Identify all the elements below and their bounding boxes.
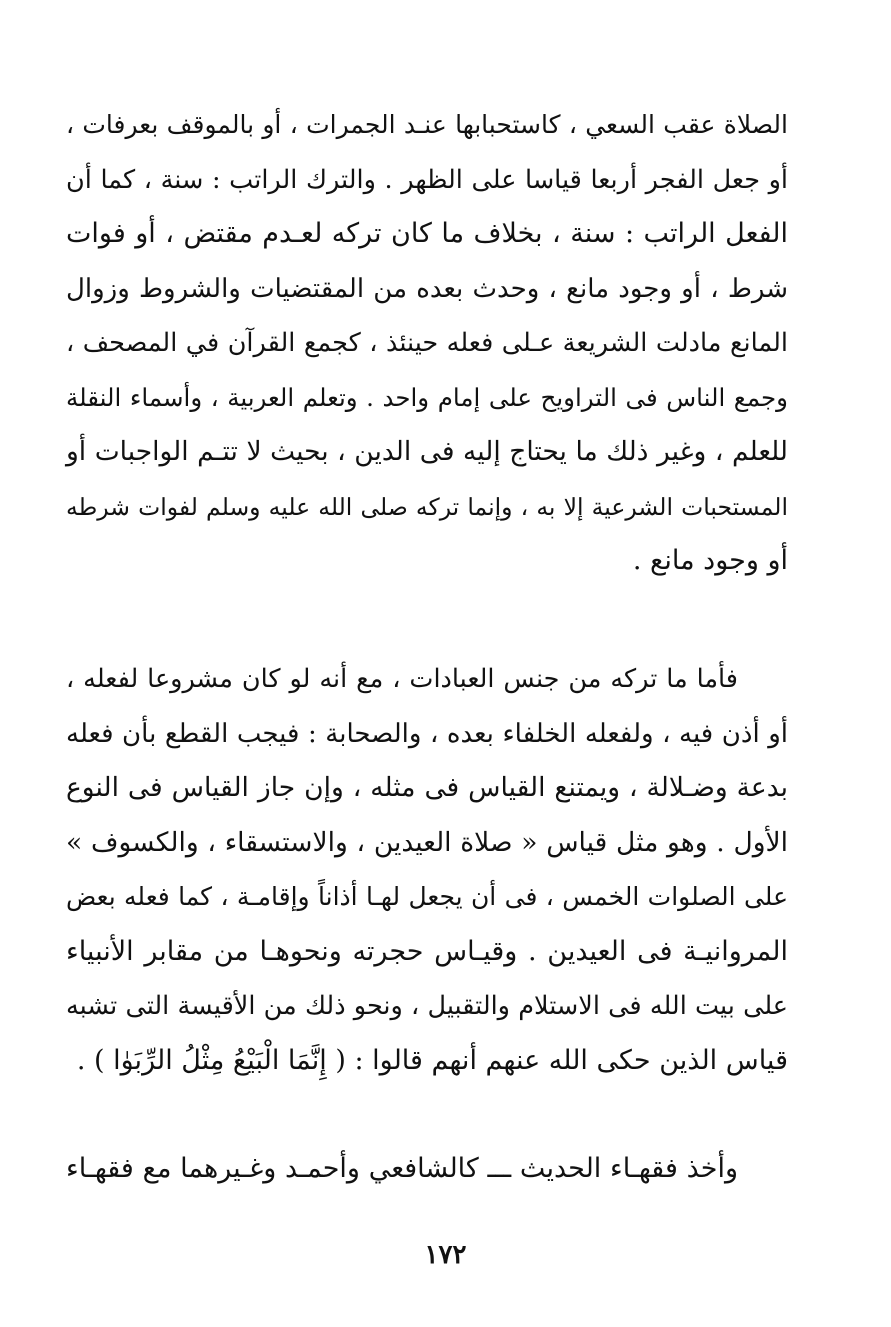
text-line: بدعة وضـلالة ، ويمتنع القياس فى مثله ، وإن جاز القياس فى النوع — [66, 772, 788, 803]
text-line: فأما ما تركه من جنس العبادات ، مع أنه لو كان مشروعا لفعله ، — [66, 664, 738, 694]
text-line: المانع مادلت الشريعة عـلى فعله حينئذ ، كجمع القرآن في المصحف ، — [66, 328, 788, 358]
paragraph-1 — [66, 98, 788, 589]
text-line: أو جعل الفجر أربعا قياسا على الظهر . والترك الراتب : سنة ، كما أن — [66, 164, 788, 195]
text-line: الأول . وهو مثل قياس « صلاة العيدين ، والاستسقاء ، والكسوف » — [66, 826, 788, 858]
paragraph-2 — [66, 652, 788, 1088]
page-number: ١٧٢ — [424, 1240, 467, 1270]
text-line: أو وجود مانع . — [632, 545, 788, 576]
text-line: أو أذن فيه ، ولفعله الخلفاء بعده ، والصحابة : فيجب القطع بأن فعله — [66, 718, 788, 749]
text-line: المروانيـة فى العيدين . وقيـاس حجرته ونحوهـا من مقابر الأنبياء — [66, 935, 788, 967]
text-line: وأخذ فقهـاء الحديث ـــ كالشافعي وأحمـد وغـيرهما مع فقهـاء — [66, 1153, 738, 1184]
text-line: الصلاة عقب السعي ، كاستحبابها عنـد الجمرات ، أو بالموقف بعرفات ، — [66, 110, 788, 139]
text-line: الفعل الراتب : سنة ، بخلاف ما كان تركه لعـدم مقتض ، أو فوات — [66, 218, 788, 249]
text-line: على بيت الله فى الاستلام والتقبيل ، ونحو ذلك من الأقيسة التى تشبه — [66, 991, 788, 1021]
text-line: المستحبات الشرعية إلا به ، وإنما تركه صلى الله عليه وسلم لفوات شرطه — [66, 492, 788, 521]
text-line: قياس الذين حكى الله عنهم أنهم قالوا : ( إِنَّمَا الْبَيْعُ مِثْلُ الرِّبَوٰا ) . — [76, 1044, 788, 1076]
text-line: للعلم ، وغير ذلك ما يحتاج إليه فى الدين ، بحيث لا تتـم الواجبات أو — [66, 436, 788, 467]
text-line: شرط ، أو وجود مانع ، وحدث بعده من المقتضيات والشروط وزوال — [66, 273, 788, 304]
text-line: على الصلوات الخمس ، فى أن يجعل لهـا أذاناً وإقامـة ، كما فعله بعض — [66, 882, 788, 911]
paragraph-3 — [66, 1142, 788, 1197]
text-line: وجمع الناس فى التراويح على إمام واحد . وتعلم العربية ، وأسماء النقلة — [66, 382, 788, 412]
